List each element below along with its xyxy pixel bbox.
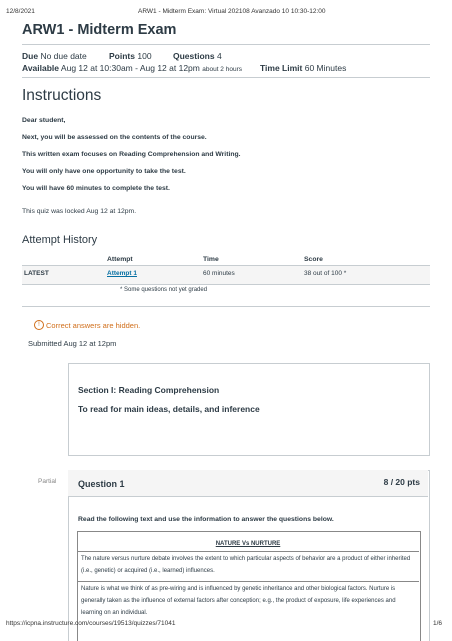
points-label: Points (109, 51, 135, 61)
instructions-heading: Instructions (22, 87, 102, 104)
attempt-time: 60 minutes (203, 270, 235, 277)
instruction-line: Dear student, (22, 117, 66, 124)
instruction-line: Next, you will be assessed on the contents of the course. (22, 134, 207, 141)
available-label: Available (22, 63, 60, 73)
locked-notice: This quiz was locked Aug 12 at 12pm. (22, 208, 137, 215)
due-value: No due date (40, 51, 87, 61)
reading-title: NATURE Vs NURTURE (215, 541, 281, 547)
points-info (109, 51, 152, 61)
available-note: about 2 hours (202, 66, 242, 73)
questions-value: 4 (216, 51, 222, 61)
question-status: Partial (38, 478, 57, 485)
column-header-score: Score (304, 256, 323, 263)
section-title: Section I: Reading Comprehension (78, 385, 220, 395)
print-page-title: ARW1 - Midterm Exam: Virtual 202108 Avanzado 10 10:30-12:00 (138, 8, 326, 15)
time-limit-label: Time Limit (260, 63, 303, 73)
hidden-answers-text: Correct answers are hidden. (46, 320, 141, 330)
reading-paragraph: Nature is what we think of as pre-wiring and is influenced by genetic inheritance and other biological factors. Nurture is generally taken as the influence of external factors after conception; e.g., the product of exposure, life experiences and learning on an individual. (81, 586, 396, 616)
history-divider (22, 306, 430, 307)
available-value: Aug 12 at 10:30am - Aug 12 at 12pm (60, 63, 200, 73)
title-divider (22, 44, 430, 45)
time-limit-info (260, 63, 346, 73)
meta-divider (22, 77, 430, 78)
due-info (22, 51, 87, 61)
attempt-score: 38 out of 100 * (304, 270, 347, 277)
instruction-line: This written exam focuses on Reading Comprehension and Writing. (22, 151, 241, 158)
due-label: Due (22, 51, 39, 61)
available-info (22, 63, 242, 73)
attempt-link[interactable]: Attempt 1 (107, 270, 137, 277)
instruction-line: You will have 60 minutes to complete the test. (22, 185, 170, 192)
latest-label: LATEST (24, 270, 49, 277)
submitted-text: Submitted Aug 12 at 12pm (28, 339, 117, 348)
grading-note: * Some questions not yet graded (120, 287, 208, 293)
print-date: 12/8/2021 (6, 8, 35, 15)
section-subtitle: To read for main ideas, details, and inference (78, 404, 260, 414)
table-divider (77, 581, 419, 582)
attempt-history-heading: Attempt History (22, 234, 98, 246)
question-prompt: Read the following text and use the information to answer the questions below. (78, 516, 334, 523)
footer-url: https://icpna.instructure.com/courses/19513/quizzes/71041 (6, 620, 176, 627)
points-value: 100 (137, 51, 152, 61)
questions-label: Questions (173, 51, 215, 61)
column-header-time: Time (203, 256, 219, 263)
questions-info (173, 51, 222, 61)
hidden-answers-alert (34, 320, 140, 330)
reading-paragraph: The nature versus nurture debate involves the extent to which particular aspects of behavior are a product of either inherited (i.e., genetic) or acquired (i.e., learned) influences. (81, 556, 411, 574)
footer-page: 1/6 (432, 620, 442, 627)
time-limit-value: 60 Minutes (304, 63, 347, 73)
column-header-attempt: Attempt (107, 256, 133, 263)
table-divider (77, 551, 419, 552)
question-points: 8 / 20 pts (383, 477, 420, 487)
quiz-title: ARW1 - Midterm Exam (22, 22, 177, 38)
question-title: Question 1 (78, 479, 125, 489)
info-icon: ! (34, 320, 44, 330)
instruction-line: You will only have one opportunity to take the test. (22, 168, 186, 175)
